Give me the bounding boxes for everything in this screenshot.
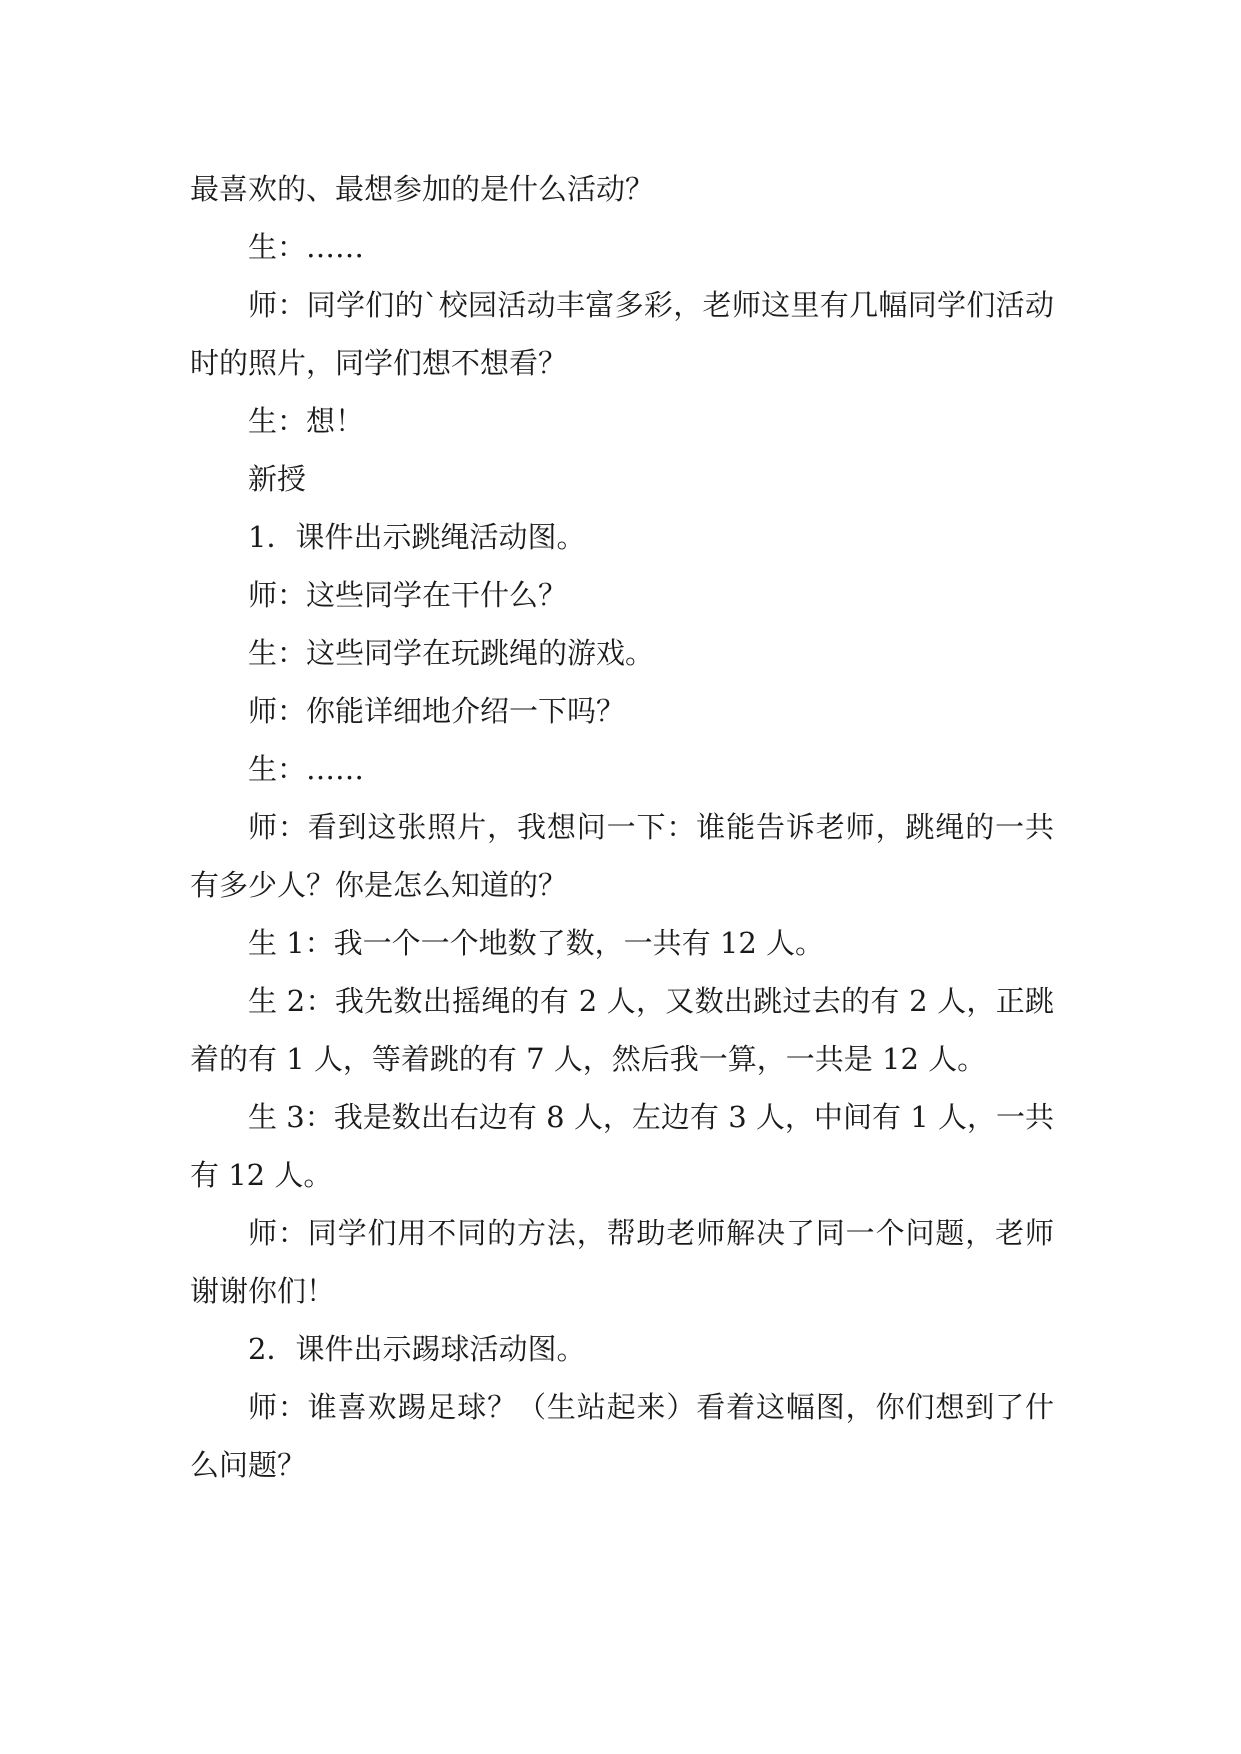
- paragraph-teacher-photos: 师：同学们的`校园活动丰富多彩，老师这里有几幅同学们活动时的照片，同学们想不想看？: [190, 288, 1054, 380]
- paragraph-student-reply: 生：……: [248, 230, 365, 264]
- paragraph-continuation: 最喜欢的、最想参加的是什么活动？: [190, 172, 655, 206]
- paragraph-student-reply-2: 生：……: [248, 752, 365, 786]
- paragraph-student-1: 生 1：我一个一个地数了数，一共有 12 人。: [248, 926, 825, 960]
- paragraph-teacher-detail: 师：你能详细地介绍一下吗？: [248, 694, 626, 728]
- paragraph-student-3: 生 3：我是数出右边有 8 人，左边有 3 人，中间有 1 人，一共有 12 人。: [190, 1100, 1054, 1192]
- paragraph-step-2: 2．课件出示踢球活动图。: [248, 1332, 586, 1366]
- paragraph-student-answer: 生：这些同学在玩跳绳的游戏。: [248, 636, 655, 670]
- paragraph-student-2: 生 2：我先数出摇绳的有 2 人，又数出跳过去的有 2 人，正跳着的有 1 人，等着跳的有 7 人，然后我一算，一共是 12 人。: [190, 984, 1054, 1076]
- paragraph-student-want: 生：想！: [248, 404, 365, 438]
- paragraph-teacher-count: 师：看到这张照片，我想问一下：谁能告诉老师，跳绳的一共有多少人？你是怎么知道的？: [190, 810, 1054, 902]
- document-body: [190, 160, 1054, 1494]
- paragraph-teacher-thanks: 师：同学们用不同的方法，帮助老师解决了同一个问题，老师谢谢你们！: [190, 1216, 1054, 1308]
- paragraph-teacher-football: 师：谁喜欢踢足球？（生站起来）看着这幅图，你们想到了什么问题？: [190, 1390, 1054, 1482]
- section-heading-new-lesson: 新授: [248, 462, 307, 496]
- paragraph-teacher-question: 师：这些同学在干什么？: [248, 578, 568, 612]
- paragraph-step-1: 1．课件出示跳绳活动图。: [248, 520, 586, 554]
